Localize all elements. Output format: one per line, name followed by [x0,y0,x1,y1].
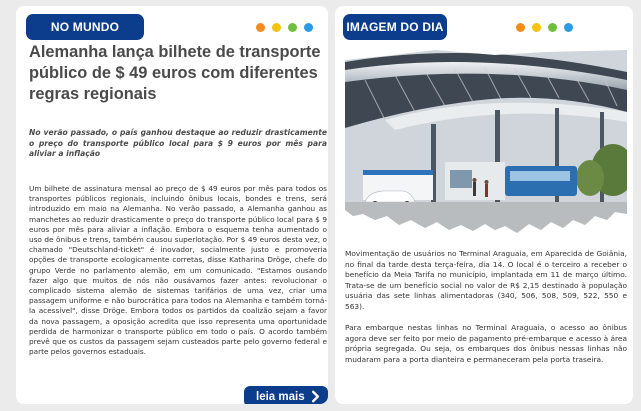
dot-orange [256,23,265,32]
chevron-right-icon [308,389,323,404]
news-card [16,6,328,404]
dot-blue [304,23,313,32]
dot-green [548,23,557,32]
dot-orange [516,23,525,32]
decorative-dots [516,23,573,32]
dot-green [288,23,297,32]
dot-yellow [532,23,541,32]
caption-paragraph: Movimentação de usuários no Terminal Araguaia, em Aparecida de Goiânia, no final da tarde desta terça-feira, dia 14. O local é o terceiro a receber o benefício da Meia Tarifa no município, implantada em 11 de março último. Trata-se de um benefício social no valor de R$ 2,15 destinado à população usuária das sete linhas alimentadoras (340, 506, 508, 509, 522, 550 e 563). [345,249,627,311]
image-of-the-day-card [335,6,633,404]
article-lead: No verão passado, o país ganhou destaque ao reduzir drasticamente o preço do transporte público local para $ 9 euros por mês para aliviar a inflação [29,128,327,158]
dot-yellow [272,23,281,32]
read-more-label: leia mais [256,390,305,403]
article-headline: Alemanha lança bilhete de transporte público de $ 49 euros com diferentes regras regionais [29,43,321,103]
read-more-button[interactable] [244,386,328,404]
photo-caption [345,249,627,366]
article-body: Um bilhete de assinatura mensal ao preço de $ 49 euros por mês para todos os transportes públicos regionais, incluindo ônibus locais, bondes e trens, será introduzido em maio na Alemanha. No verão passado, a Alemanha ganhou as manchetes ao reduzir drasticamente o preço do transporte público local para $ 9 euros por mês para aliviar a inflação. Embora o esquema tenha aumentado o uso de ônibus e trens, também causou superlotação. Por $ 49 euros desta vez, o chamado "Deutschland-ticket" é inovador, socialmente justo e promoveria opções de transporte ecologicamente corretas, disse Katharina Dröge, chefe do grupo Verde no parlamento alemão, em um comunicado. "Estamos ousando fazer algo que muitos de nós não ousávamos fazer antes: revolucionar o complicado sistema alemão de sistemas tarifários de uma vez, criar uma passagem uniforme e não burocrática para todos na Alemanha e também torná-la acessível", disse Dröge. Embora todos os partidos da coalizão sejam a favor da nova passagem, a oposição acredita que isso representa uma oportunidade perdida de harmonizar o transporte público em todo o país. O acordo também prevê que os custos da passagem sejam custeados parte pelo governo federal e parte pelos governos estaduais. [29,184,327,357]
terminal-photo [345,50,627,233]
dot-blue [564,23,573,32]
caption-paragraph: Para embarque nestas linhas no Terminal Araguaia, o acesso ao ônibus agora deve ser feito por meio de pagamento pré-embarque e acesso à área própria segregada. Ou seja, os embarques dos ônibus nessas linhas não mudaram para a porta dianteira e permaneceram pela porta traseira. [345,323,627,364]
decorative-dots [256,23,313,32]
section-badge: NO MUNDO [26,14,144,40]
section-badge: IMAGEM DO DIA [343,14,447,40]
